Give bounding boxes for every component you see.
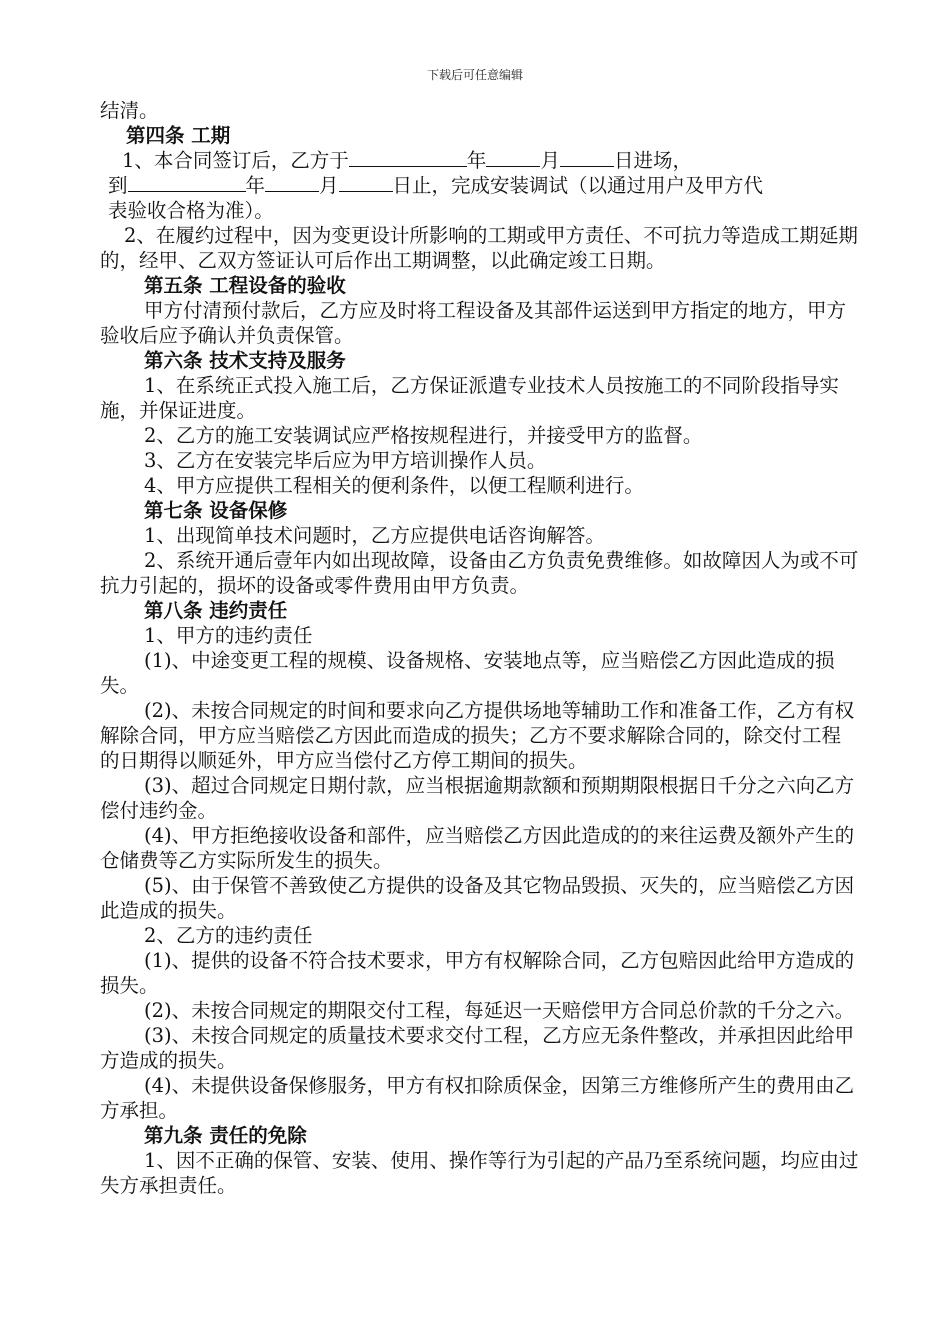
blank-day-start bbox=[560, 148, 614, 167]
article-8-party-a-5: (5)、由于保管不善致使乙方提供的设备及其它物品毁损、灭失的，应当赔偿乙方因此造成的损失。 bbox=[100, 874, 855, 922]
contract-body bbox=[100, 98, 860, 1198]
article-8-heading: 第八条 违约责任 bbox=[144, 599, 288, 622]
article-9-heading: 第九条 责任的免除 bbox=[144, 1124, 307, 1147]
page-header: 下载后可任意编辑 bbox=[426, 68, 523, 82]
article-6-heading: 第六条 技术支持及服务 bbox=[144, 349, 346, 372]
article-4-item-1-line-3: 表验收合格为准）。 bbox=[108, 199, 274, 222]
article-5-paragraph: 甲方付清预付款后，乙方应及时将工程设备及其部件运送到甲方指定的地方，甲方验收后应予确认并负责保管。 bbox=[100, 299, 847, 347]
article-8-party-b-3: (3)、未按合同规定的质量技术要求交付工程，乙方应无条件整改，并承担因此给甲方造成的损失。 bbox=[100, 1024, 855, 1072]
article-9-item-1: 1、因不正确的保管、安装、使用、操作等行为引起的产品乃至系统问题，均应由过失方承担责任。 bbox=[100, 1149, 859, 1197]
article-8-party-a-1: (1)、中途变更工程的规模、设备规格、安装地点等，应当赔偿乙方因此造成的损失。 bbox=[100, 649, 835, 697]
blank-month-start bbox=[486, 148, 540, 167]
paragraph: 结清。 bbox=[100, 99, 159, 122]
article-6-item-4: 4、甲方应提供工程相关的便利条件，以便工程顺利进行。 bbox=[144, 474, 644, 497]
article-8-party-b-1: (1)、提供的设备不符合技术要求，甲方有权解除合同，乙方包赔因此给甲方造成的损失。 bbox=[100, 949, 855, 997]
article-8-party-b-4: (4)、未提供设备保修服务，甲方有权扣除质保金，因第三方维修所产生的费用由乙方承担。 bbox=[100, 1074, 855, 1122]
article-4-item-2: 2、在履约过程中，因为变更设计所影响的工期或甲方责任、不可抗力等造成工期延期的，经甲、乙双方签证认可后作出工期调整，以此确定竣工日期。 bbox=[100, 224, 858, 272]
article-4-item-1-line-1: 1、本合同签订后，乙方于 年 月 日进场， bbox=[122, 149, 692, 172]
article-8-party-b: 2、乙方的违约责任 bbox=[144, 924, 313, 947]
article-7-heading: 第七条 设备保修 bbox=[144, 499, 288, 522]
article-6-item-2: 2、乙方的施工安装调试应严格按规程进行，并接受甲方的监督。 bbox=[144, 424, 703, 447]
blank-day-end bbox=[339, 173, 393, 192]
article-4-heading: 第四条 工期 bbox=[126, 124, 231, 147]
blank-year-end bbox=[128, 173, 246, 192]
blank-month-end bbox=[265, 173, 319, 192]
article-8-party-a-2: (2)、未按合同规定的时间和要求向乙方提供场地等辅助工作和准备工作，乙方有权解除合同，甲方应当赔偿乙方因此而造成的损失；乙方不要求解除合同的，除交付工程的日期得以顺延外，甲方应当偿付乙方停工期间的损失。 bbox=[100, 699, 855, 772]
article-5-heading: 第五条 工程设备的验收 bbox=[144, 274, 346, 297]
article-8-party-a-3: (3)、超过合同规定日期付款，应当根据逾期款额和预期期限根据日千分之六向乙方偿付违约金。 bbox=[100, 774, 855, 822]
article-8-party-a-4: (4)、甲方拒绝接收设备和部件，应当赔偿乙方因此造成的的来往运费及额外产生的仓储费等乙方实际所发生的损失。 bbox=[100, 824, 855, 872]
blank-year-start bbox=[349, 148, 467, 167]
article-6-item-1: 1、在系统正式投入施工后，乙方保证派遣专业技术人员按施工的不同阶段指导实施，并保证进度。 bbox=[100, 374, 839, 422]
article-6-item-3: 3、乙方在安装完毕后应为甲方培训操作人员。 bbox=[144, 449, 547, 472]
article-4-item-1-line-2: 到 年 月 日止，完成安装调试（以通过用户及甲方代 bbox=[108, 174, 764, 197]
article-8-party-b-2: (2)、未按合同规定的期限交付工程，每延迟一天赔偿甲方合同总价款的千分之六。 bbox=[144, 999, 855, 1022]
article-7-item-2: 2、系统开通后壹年内如出现故障，设备由乙方负责免费维修。如故障因人为或不可抗力引起的，损坏的设备或零件费用由甲方负责。 bbox=[100, 549, 859, 597]
article-7-item-1: 1、出现简单技术问题时，乙方应提供电话咨询解答。 bbox=[144, 524, 605, 547]
article-8-party-a: 1、甲方的违约责任 bbox=[144, 624, 313, 647]
